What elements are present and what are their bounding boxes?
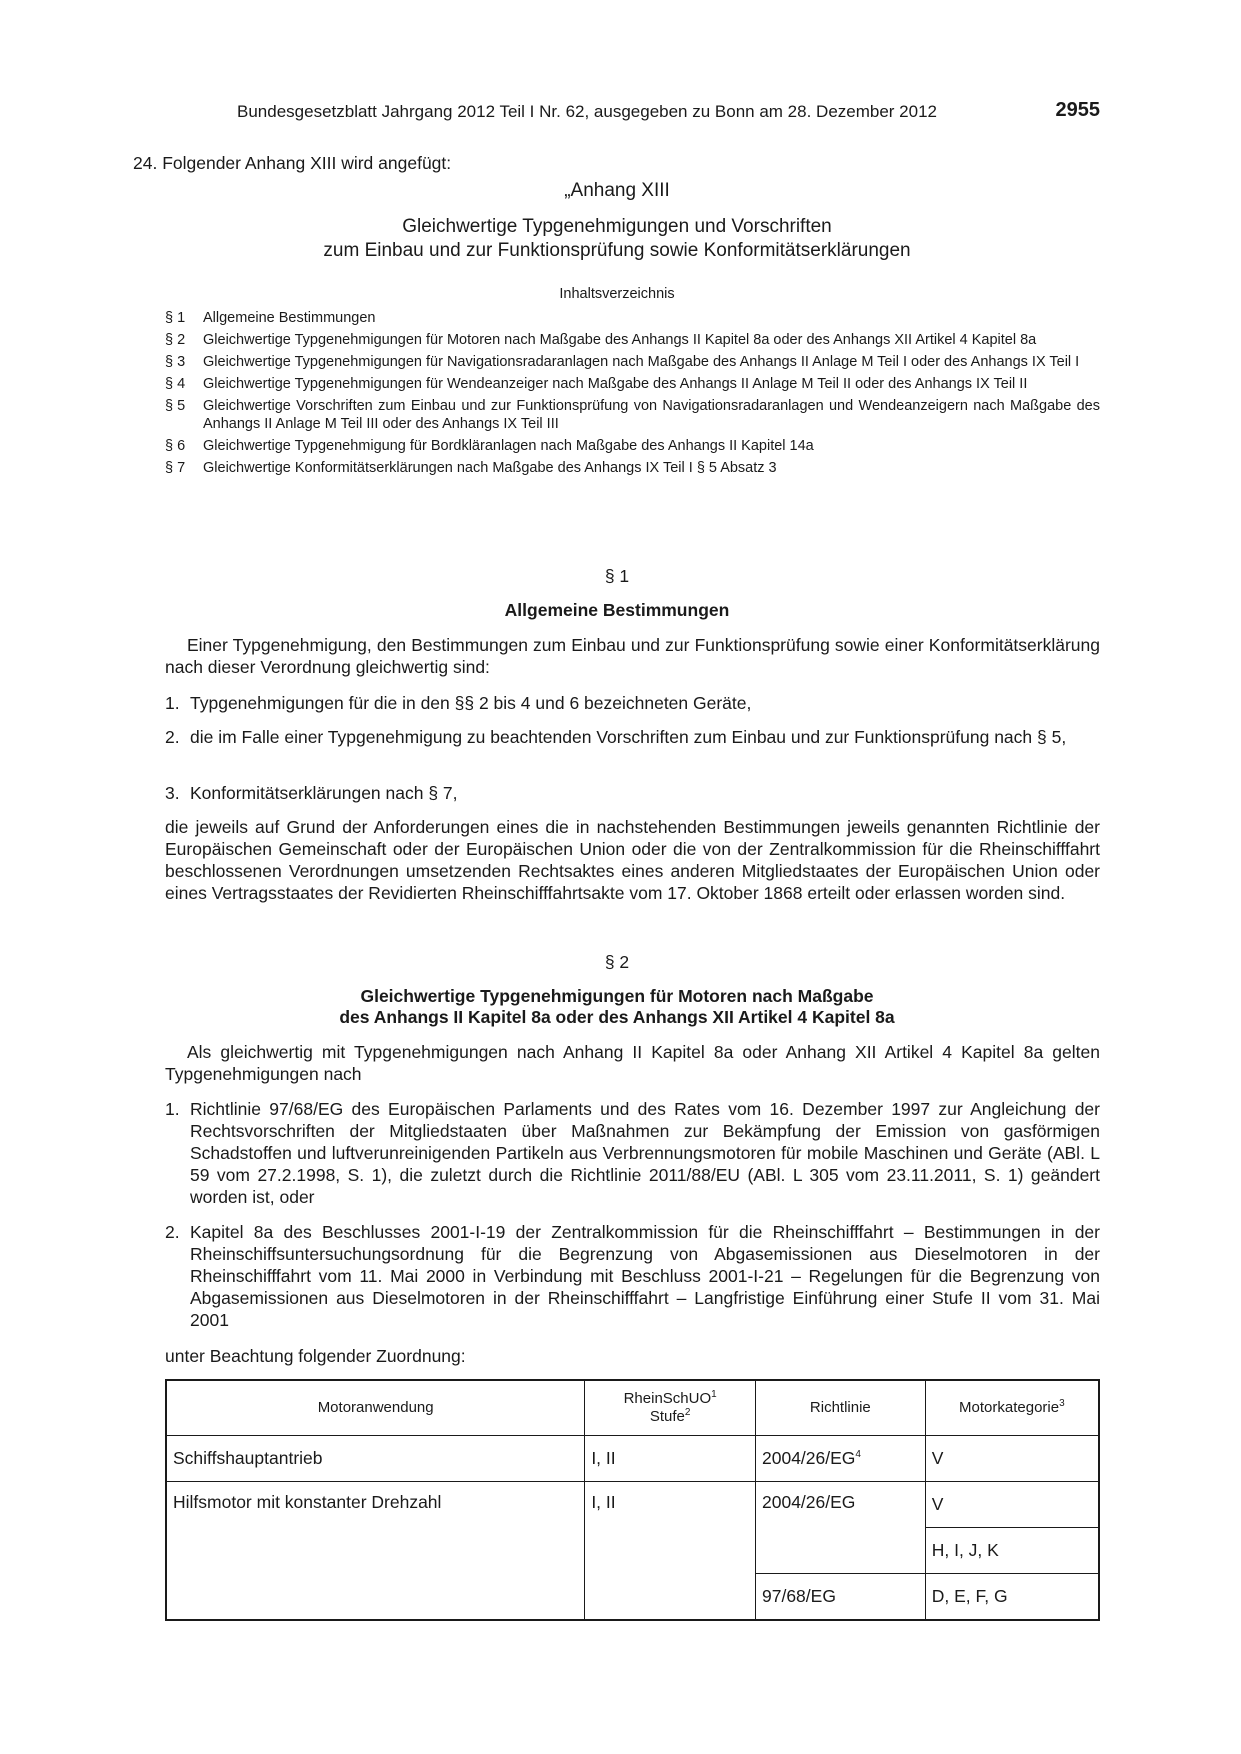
- toc-item-text: Allgemeine Bestimmungen: [203, 310, 376, 326]
- section1-item: [165, 692, 1100, 714]
- footnote-ref: 3: [1059, 1398, 1065, 1409]
- item-text: die im Falle einer Typgenehmigung zu beachtenden Vorschriften zum Einbau und zur Funktionsprüfung nach § 5,: [190, 727, 1067, 747]
- toc-item: [165, 331, 1100, 349]
- page-header: [165, 101, 1100, 127]
- toc-item: [165, 437, 1100, 455]
- item-number: 2.: [165, 727, 180, 747]
- toc-heading: Inhaltsverzeichnis: [559, 286, 675, 302]
- section2-title-line2: des Anhangs II Kapitel 8a oder des Anhangs XII Artikel 4 Kapitel 8a: [339, 1007, 895, 1027]
- item-number: 1.: [165, 693, 180, 713]
- toc-item-text: Gleichwertige Vorschriften zum Einbau und zur Funktionsprüfung von Navigationsradaranlagen und Wendeanzeigern nach Maßgabe des Anhangs II Anlage M Teil III oder des Anhangs IX Teil III: [203, 398, 1100, 432]
- toc-item-number: § 4: [165, 376, 186, 392]
- amendment-intro: 24. Folgender Anhang XIII wird angefügt:: [133, 153, 452, 173]
- engine-assignment-table: [165, 1379, 1100, 1621]
- cell-kategorie: H, I, J, K: [925, 1528, 1099, 1574]
- section2-item: [165, 1098, 1100, 1208]
- toc-item: [165, 353, 1100, 371]
- cell-anwendung: Hilfsmotor mit konstanter Drehzahl: [166, 1482, 585, 1621]
- header-stufe-line2: Stufe: [649, 1408, 685, 1425]
- toc-item-text: Gleichwertige Typgenehmigungen für Wendeanzeiger nach Maßgabe des Anhangs II Anlage M Teil II oder des Anhangs IX Teil II: [203, 376, 1028, 392]
- table-row: [166, 1482, 1099, 1528]
- table-row: [166, 1436, 1099, 1482]
- header-motoranwendung: Motoranwendung: [166, 1380, 585, 1436]
- toc-item-number: § 5: [165, 398, 186, 414]
- header-stufe-line1: RheinSchUO: [623, 1390, 712, 1407]
- header-stufe: [585, 1380, 756, 1436]
- page-number: 2955: [1055, 99, 1100, 121]
- cell-kategorie: V: [925, 1482, 1099, 1528]
- table-header-row: [166, 1380, 1099, 1436]
- item-number: 1.: [165, 1099, 180, 1119]
- section2-number: § 2: [604, 952, 630, 972]
- toc-item-number: § 7: [165, 460, 186, 476]
- item-text: Konformitätserklärungen nach § 7,: [190, 783, 458, 803]
- toc-item-text: Gleichwertige Typgenehmigung für Bordkläranlagen nach Maßgabe des Anhangs II Kapitel 14a: [203, 438, 814, 454]
- item-number: 3.: [165, 783, 180, 803]
- section2-item: [165, 1221, 1100, 1331]
- footnote-ref: 4: [855, 1449, 861, 1461]
- cell-richtlinie: [756, 1436, 926, 1482]
- cell-richtlinie: 2004/26/EG: [756, 1482, 926, 1574]
- running-title: Bundesgesetzblatt Jahrgang 2012 Teil I Nr. 62, ausgegeben zu Bonn am 28. Dezember 2012: [237, 102, 937, 121]
- section2-title-line1: Gleichwertige Typgenehmigungen für Motoren nach Maßgabe: [360, 986, 874, 1006]
- toc-item-text: Gleichwertige Typgenehmigungen für Navigationsradaranlagen nach Maßgabe des Anhangs II Anlage M Teil I oder des Anhangs IX Teil I: [203, 354, 1080, 370]
- annex-subtitle-line1: Gleichwertige Typgenehmigungen und Vorschriften: [402, 216, 832, 237]
- section2-lead: Als gleichwertig mit Typgenehmigungen nach Anhang II Kapitel 8a oder Anhang XII Artikel 4 Kapitel 8a gelten Typgenehmigungen nach: [165, 1042, 1100, 1084]
- toc-item-text: Gleichwertige Typgenehmigungen für Motoren nach Maßgabe des Anhangs II Kapitel 8a oder des Anhangs XII Artikel 4 Kapitel 8a: [203, 332, 1037, 348]
- item-text: Kapitel 8a des Beschlusses 2001-I-19 der Zentralkommission für die Rheinschifffahrt – Bestimmungen in der Rheinschiffsuntersuchungsordnung für die Begrenzung von Abgasemissionen aus Dieselmotoren in der Rheinschifffahrt vom 11. Mai 2000 in Verbindung mit Beschluss 2001-I-21 – Regelungen für die Begrenzung von Abgasemissionen aus Dieselmotoren in der Rheinschifffahrt – Langfristige Einführung einer Stufe II vom 31. Mai 2001: [190, 1222, 1100, 1330]
- table-of-contents: [165, 309, 1100, 481]
- toc-item: [165, 309, 1100, 327]
- toc-item: [165, 397, 1100, 433]
- section1-title: Allgemeine Bestimmungen: [504, 600, 730, 620]
- toc-item: [165, 459, 1100, 477]
- toc-item-number: § 3: [165, 354, 186, 370]
- item-text: Typgenehmigungen für die in den §§ 2 bis 4 und 6 bezeichneten Geräte,: [190, 693, 752, 713]
- cell-anwendung: Schiffshauptantrieb: [166, 1436, 585, 1482]
- cell-stufe: I, II: [585, 1482, 756, 1621]
- toc-item: [165, 375, 1100, 393]
- table-intro: unter Beachtung folgender Zuordnung:: [165, 1346, 466, 1366]
- footnote-ref: 2: [684, 1407, 691, 1418]
- annex-title: „Anhang XIII: [564, 180, 670, 201]
- cell-kategorie: D, E, F, G: [925, 1574, 1099, 1621]
- header-motorkategorie: [925, 1380, 1099, 1436]
- section1-item: [165, 726, 1100, 748]
- section2-title: [133, 986, 1101, 1028]
- toc-item-text: Gleichwertige Konformitätserklärungen nach Maßgabe des Anhangs IX Teil I § 5 Absatz 3: [203, 460, 777, 476]
- cell-stufe: I, II: [585, 1436, 756, 1482]
- cell-richtlinie: 97/68/EG: [756, 1574, 926, 1621]
- section1-lead: Einer Typgenehmigung, den Bestimmungen zum Einbau und zur Funktionsprüfung sowie einer Konformitätserklärung nach dieser Verordnung gleichwertig sind:: [165, 635, 1100, 677]
- section1-number: § 1: [604, 566, 630, 586]
- cell-richtlinie-value: 2004/26/EG: [762, 1448, 856, 1468]
- section1-item: [165, 782, 1100, 804]
- header-richtlinie: Richtlinie: [756, 1380, 926, 1436]
- toc-item-number: § 2: [165, 332, 186, 348]
- item-number: 2.: [165, 1222, 180, 1242]
- footnote-ref: 1: [711, 1389, 717, 1400]
- section1-closing: die jeweils auf Grund der Anforderungen eines die in nachstehenden Bestimmungen jeweils genannten Richtlinie der Europäischen Gemeinschaft oder der Europäischen Union oder die von der Zentralkommission für die Rheinschifffahrt beschlossenen Verordnungen umsetzenden Rechtsaktes eines anderen Mitgliedstaates der Europäischen Union oder eines Vertragsstaates der Revidierten Rheinschifffahrtsakte vom 17. Oktober 1868 erteilt oder erlassen worden sind.: [165, 817, 1100, 903]
- item-text: Richtlinie 97/68/EG des Europäischen Parlaments und des Rates vom 16. Dezember 1997 zur Angleichung der Rechtsvorschriften der Mitgliedstaaten über Maßnahmen zur Bekämpfung der Emission von gasförmigen Schadstoffen und luftverunreinigenden Partikeln aus Verbrennungsmotoren für mobile Maschinen und Geräte (ABl. L 59 vom 27.2.1998, S. 1), die zuletzt durch die Richtlinie 2011/88/EU (ABl. L 305 vom 23.11.2011, S. 1) geändert worden ist, oder: [190, 1099, 1100, 1207]
- annex-subtitle: [133, 215, 1101, 263]
- header-motorkategorie-label: Motorkategorie: [959, 1399, 1060, 1416]
- toc-item-number: § 1: [165, 310, 186, 326]
- annex-subtitle-line2: zum Einbau und zur Funktionsprüfung sowie Konformitätserklärungen: [323, 240, 911, 261]
- cell-kategorie: V: [925, 1436, 1099, 1482]
- toc-item-number: § 6: [165, 438, 186, 454]
